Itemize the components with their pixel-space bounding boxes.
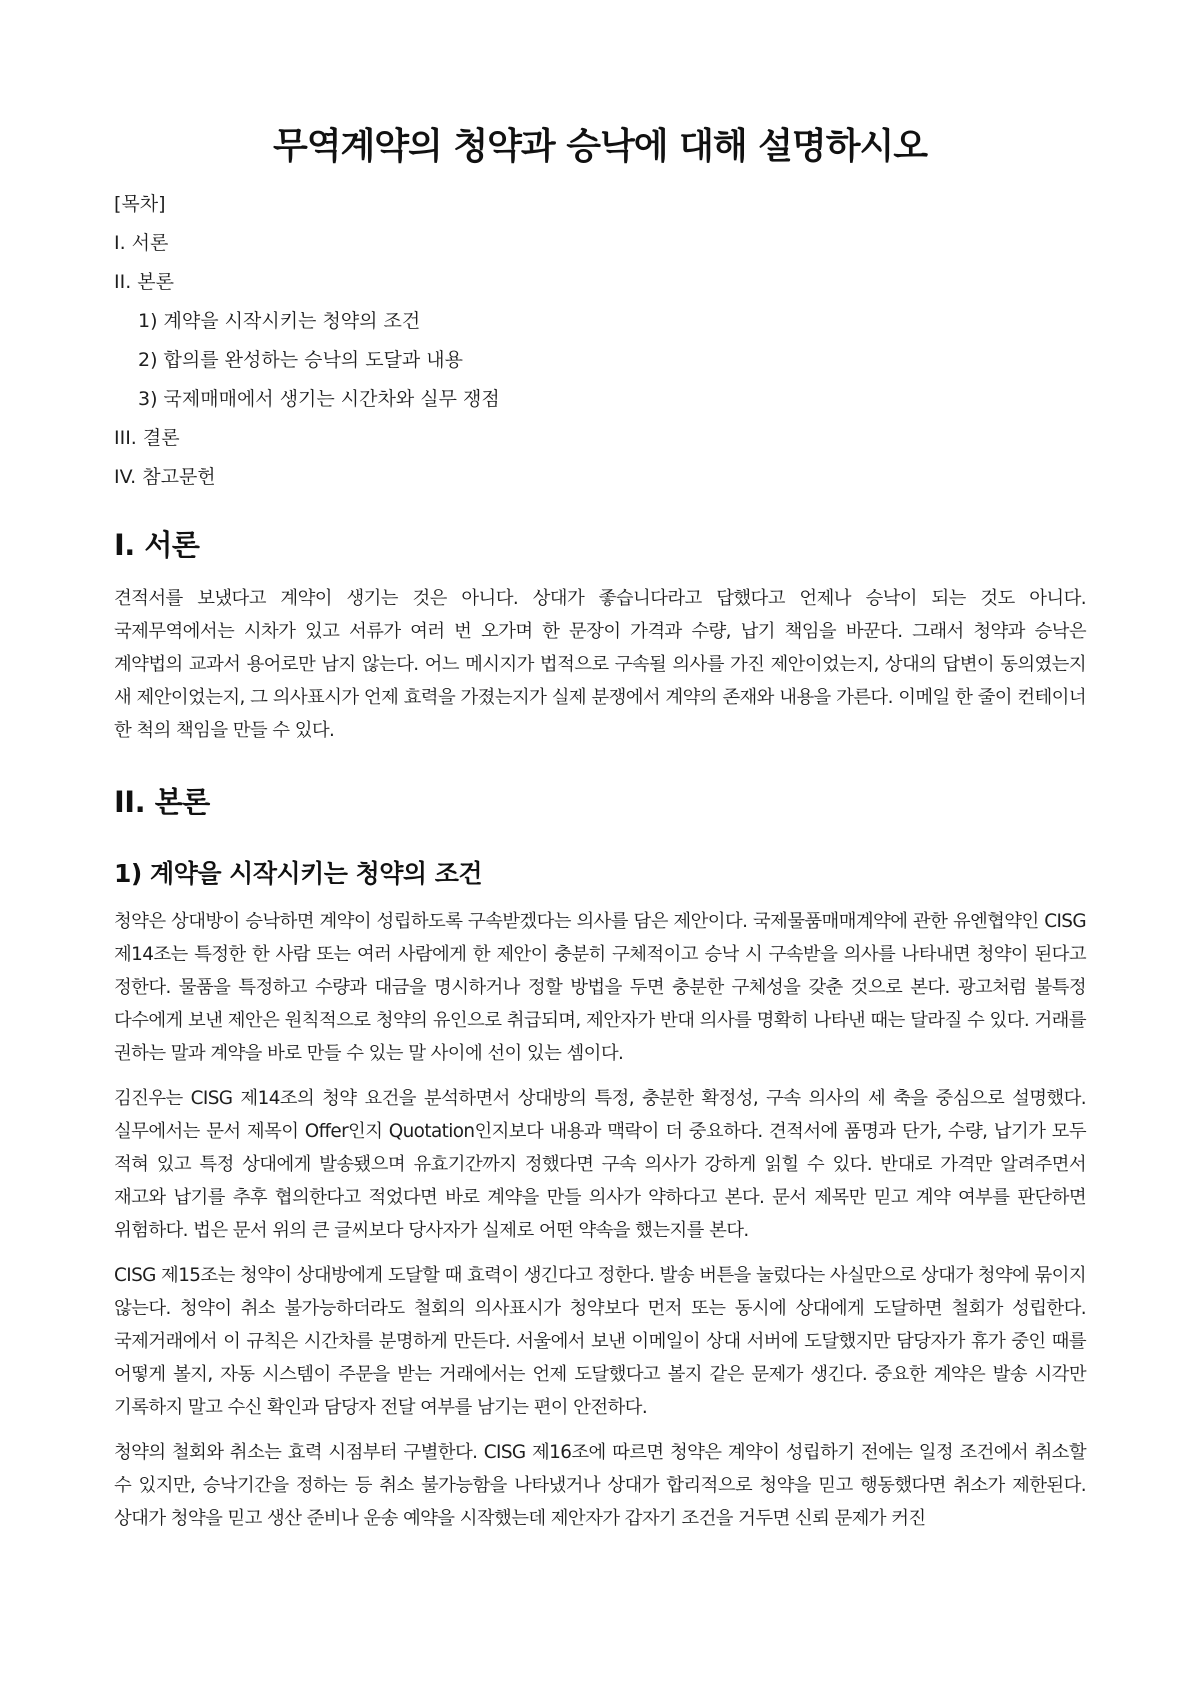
toc-item-body: II. 본론 [114, 271, 174, 293]
toc-item-intro: I. 서론 [114, 232, 169, 254]
table-of-contents [114, 192, 1086, 490]
offer-paragraph-1: 청약은 상대방이 승낙하면 계약이 성립하도록 구속받겠다는 의사를 담은 제안이다. 국제물품매매계약에 관한 유엔협약인 CISG 제14조는 특정한 한 사람 또는 여러 사람에게 한 제안이 충분히 구체적이고 승낙 시 구속받을 의사를 나타내면 청약이 된다고 정한다. 물품을 특정하고 수량과 대금을 명시하거나 정할 방법을 두면 충분한 구체성을 갖춘 것으로 본다. 광고처럼 불특정 다수에게 보낸 제안은 원칙적으로 청약의 유인으로 취급되며, 제안자가 반대 의사를 명확히 나타낸 때는 달라질 수 있다. 거래를 권하는 말과 계약을 바로 만들 수 있는 말 사이에 선이 있는 셈이다. [114, 911, 1086, 1064]
offer-paragraph-2: 김진우는 CISG 제14조의 청약 요건을 분석하면서 상대방의 특정, 충분한 확정성, 구속 의사의 세 축을 중심으로 설명했다. 실무에서는 문서 제목이 Offer인지 Quotation인지보다 내용과 맥락이 더 중요하다. 견적서에 품명과 단가, 수량, 납기가 모두 적혀 있고 특정 상대에게 발송됐으며 유효기간까지 정했다면 구속 의사가 강하게 읽힐 수 있다. 반대로 가격만 알려주면서 재고와 납기를 추후 협의한다고 적었다면 바로 계약을 만들 의사가 약하다고 본다. 문서 제목만 믿고 계약 여부를 판단하면 위험하다. 법은 문서 위의 큰 글씨보다 당사자가 실제로 어떤 약속을 했는지를 본다. [114, 1088, 1086, 1241]
toc-item-body-3: 3) 국제매매에서 생기는 시간차와 실무 쟁점 [138, 388, 500, 410]
offer-paragraph-3: CISG 제15조는 청약이 상대방에게 도달할 때 효력이 생긴다고 정한다. 발송 버튼을 눌렀다는 사실만으로 상대가 청약에 묶이지 않는다. 청약이 취소 불가능하더라도 철회의 의사표시가 청약보다 먼저 또는 동시에 상대에게 도달하면 철회가 성립한다. 국제거래에서 이 규칙은 시간차를 분명하게 만든다. 서울에서 보낸 이메일이 상대 서버에 도달했지만 담당자가 휴가 중인 때를 어떻게 볼지, 자동 시스템이 주문을 받는 거래에서는 언제 도달했다고 볼지 같은 문제가 생긴다. 중요한 계약은 발송 시각만 기록하지 말고 수신 확인과 담당자 전달 여부를 남기는 편이 안전하다. [114, 1265, 1086, 1418]
section-heading-intro: I. 서론 [114, 528, 200, 562]
toc-item-references: IV. 참고문헌 [114, 466, 216, 488]
page-title: 무역계약의 청약과 승낙에 대해 설명하시오 [272, 126, 928, 167]
offer-paragraph-4: 청약의 철회와 취소는 효력 시점부터 구별한다. CISG 제16조에 따르면 청약은 계약이 성립하기 전에는 일정 조건에서 취소할 수 있지만, 승낙기간을 정하는 등 취소 불가능함을 나타냈거나 상대가 합리적으로 청약을 믿고 행동했다면 취소가 제한된다. 상대가 청약을 믿고 생산 준비나 운송 예약을 시작했는데 제안자가 갑자기 조건을 거두면 신뢰 문제가 커진 [114, 1442, 1086, 1529]
toc-label: [목차] [114, 193, 166, 215]
toc-item-body-1: 1) 계약을 시작시키는 청약의 조건 [138, 310, 421, 332]
subsection-heading-offer: 1) 계약을 시작시키는 청약의 조건 [114, 859, 483, 888]
intro-paragraph: 견적서를 보냈다고 계약이 생기는 것은 아니다. 상대가 좋습니다라고 답했다고 언제나 승낙이 되는 것도 아니다. 국제무역에서는 시차가 있고 서류가 여러 번 오가며 한 문장이 가격과 수량, 납기 책임을 바꾼다. 그래서 청약과 승낙은 계약법의 교과서 용어로만 남지 않는다. 어느 메시지가 법적으로 구속될 의사를 가진 제안이었는지, 상대의 답변이 동의였는지 새 제안이었는지, 그 의사표시가 언제 효력을 가졌는지가 실제 분쟁에서 계약의 존재와 내용을 가른다. 이메일 한 줄이 컨테이너 한 척의 책임을 만들 수 있다. [114, 588, 1086, 741]
toc-item-conclusion: III. 결론 [114, 427, 180, 449]
section-heading-body: II. 본론 [114, 785, 210, 819]
toc-item-body-2: 2) 합의를 완성하는 승낙의 도달과 내용 [138, 349, 464, 371]
